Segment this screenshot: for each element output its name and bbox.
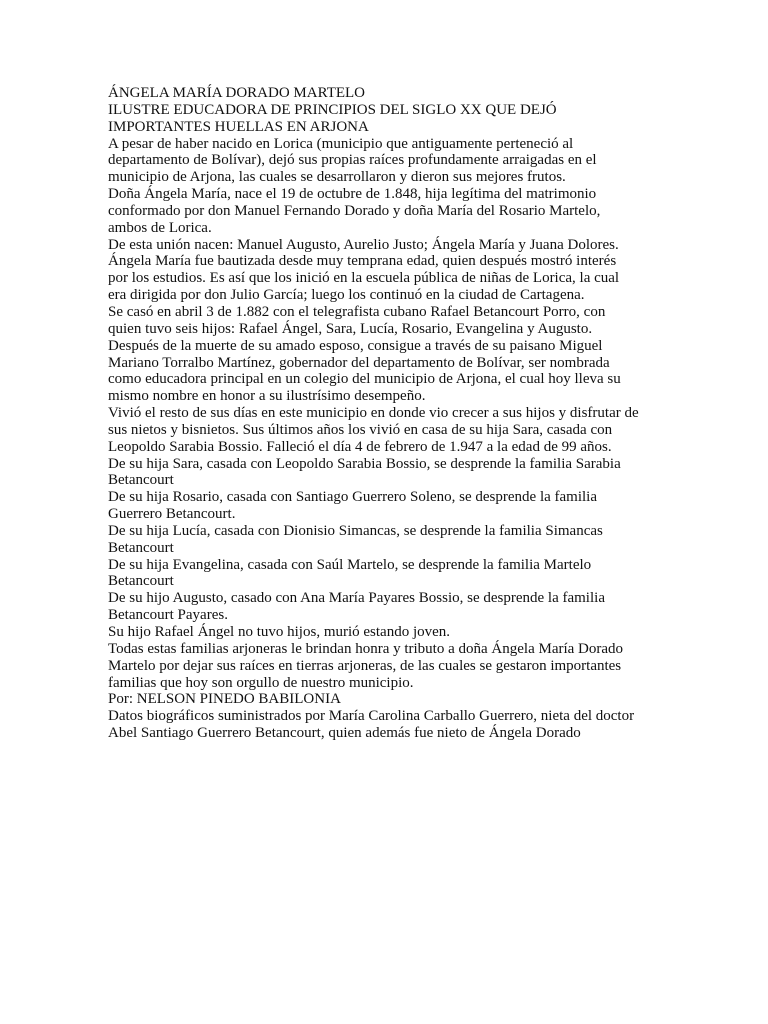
text-line: De su hijo Augusto, casado con Ana María Payares Bossio, se desprende la familia	[108, 590, 605, 607]
author-byline: Por: NELSON PINEDO BABILONIA	[108, 691, 341, 708]
text-line: municipio de Arjona, las cuales se desarrollaron y dieron sus mejores frutos.	[108, 169, 566, 186]
text-line: Betancourt	[108, 472, 174, 489]
text-line: Su hijo Rafael Ángel no tuvo hijos, murió estando joven.	[108, 624, 451, 640]
text-line: Doña Ángela María, nace el 19 de octubre de 1.848, hija legítima del matrimonio	[108, 186, 597, 203]
text-line: quien tuvo seis hijos: Rafael Ángel, Sara, Lucía, Rosario, Evangelina y Augusto.	[108, 320, 593, 337]
text-line: Betancourt	[108, 573, 174, 590]
text-line: De su hija Sara, casada con Leopoldo Sarabia Bossio, se desprende la familia Sarabia	[108, 455, 621, 472]
document-subtitle-line-1: ILUSTRE EDUCADORA DE PRINCIPIOS DEL SIGLO XX QUE DEJÓ	[108, 101, 557, 118]
text-line: De esta unión nacen: Manuel Augusto, Aurelio Justo; Ángela María y Juana Dolores.	[108, 236, 619, 253]
text-line: Vivió el resto de sus días en este municipio en donde vio crecer a sus hijos y disfrutar de	[108, 405, 639, 422]
document-body	[108, 85, 668, 742]
text-line: De su hija Rosario, casada con Santiago Guerrero Soleno, se desprende la familia	[108, 489, 598, 506]
text-line: Ángela María fue bautizada desde muy temprana edad, quien después mostró interés	[108, 253, 617, 270]
text-line: departamento de Bolívar), dejó sus propias raíces profundamente arraigadas en el	[108, 152, 597, 169]
text-line: mismo nombre en honor a su ilustrísimo desempeño.	[108, 388, 426, 405]
text-line: Datos biográficos suministrados por María Carolina Carballo Guerrero, nieta del doctor	[108, 708, 635, 725]
text-line: Después de la muerte de su amado esposo, consigue a través de su paisano Miguel	[108, 337, 603, 354]
text-line: A pesar de haber nacido en Lorica (municipio que antiguamente perteneció al	[108, 135, 574, 152]
document-title: ÁNGELA MARÍA DORADO MARTELO	[108, 85, 366, 101]
text-line: De su hija Evangelina, casada con Saúl Martelo, se desprende la familia Martelo	[108, 556, 592, 573]
text-line: De su hija Lucía, casada con Dionisio Simancas, se desprende la familia Simancas	[108, 522, 603, 539]
text-line: era dirigida por don Julio García; luego los continuó en la ciudad de Cartagena.	[108, 287, 585, 304]
text-line: Se casó en abril 3 de 1.882 con el telegrafista cubano Rafael Betancourt Porro, con	[108, 303, 606, 320]
text-line: Leopoldo Sarabia Bossio. Falleció el día 4 de febrero de 1.947 a la edad de 99 años.	[108, 438, 612, 455]
text-line: sus nietos y bisnietos. Sus últimos años los vivió en casa de su hija Sara, casada con	[108, 421, 613, 438]
text-line: ambos de Lorica.	[108, 219, 212, 236]
text-line: Betancourt Payares.	[108, 607, 228, 624]
document-subtitle-line-2: IMPORTANTES HUELLAS EN ARJONA	[108, 118, 369, 135]
text-line: Betancourt	[108, 539, 174, 556]
text-line: familias que hoy son orgullo de nuestro municipio.	[108, 674, 414, 691]
text-line: por los estudios. Es así que los inició en la escuela pública de niñas de Lorica, la cual	[108, 270, 620, 287]
text-line: conformado por don Manuel Fernando Dorado y doña María del Rosario Martelo,	[108, 202, 601, 219]
text-line: Todas estas familias arjoneras le brindan honra y tributo a doña Ángela María Dorado	[108, 640, 624, 657]
text-line: Martelo por dejar sus raíces en tierras arjoneras, de las cuales se gestaron importantes	[108, 657, 622, 674]
text-line: como educadora principal en un colegio del municipio de Arjona, el cual hoy lleva su	[108, 371, 621, 388]
text-line: Mariano Torralbo Martínez, gobernador del departamento de Bolívar, ser nombrada	[108, 354, 610, 371]
text-line: Guerrero Betancourt.	[108, 506, 236, 523]
text-line: Abel Santiago Guerrero Betancourt, quien además fue nieto de Ángela Dorado	[108, 725, 581, 742]
